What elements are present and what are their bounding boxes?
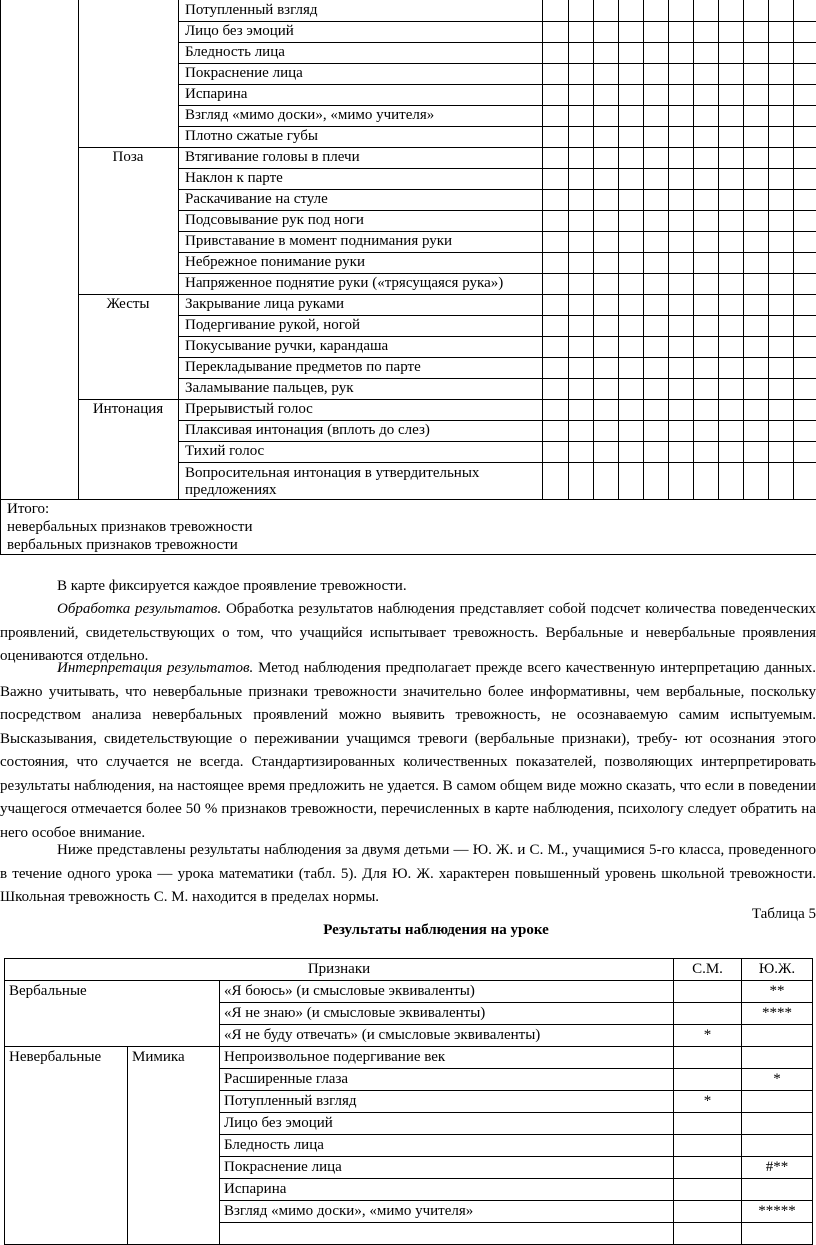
row-text: Потупленный взгляд bbox=[220, 1091, 674, 1113]
column-rule bbox=[78, 0, 79, 499]
sign-row-label: Напряженное поднятие руки («трясущаяся рука») bbox=[185, 275, 504, 291]
row-rule bbox=[178, 420, 816, 421]
row-rule bbox=[178, 21, 816, 22]
sign-row-label: Втягивание головы в плечи bbox=[185, 149, 360, 165]
header-sm: С.М. bbox=[674, 959, 742, 981]
row-yzh: * bbox=[742, 1069, 813, 1091]
row-rule bbox=[178, 189, 816, 190]
row-rule bbox=[178, 441, 816, 442]
sign-row-label: Потупленный взгляд bbox=[185, 2, 318, 18]
group-label: Интонация bbox=[92, 401, 164, 417]
row-sm bbox=[674, 1047, 742, 1069]
group-label: Жесты bbox=[106, 296, 150, 312]
group-label: Поза bbox=[112, 149, 144, 165]
total-label: Итого: bbox=[7, 501, 50, 517]
row-rule bbox=[178, 231, 816, 232]
row-rule bbox=[178, 126, 816, 127]
row-rule bbox=[178, 42, 816, 43]
results-table bbox=[4, 958, 813, 1245]
sign-row-label: Плотно сжатые губы bbox=[185, 128, 318, 144]
row-text: Лицо без эмоций bbox=[220, 1113, 674, 1135]
sign-row-label: Взгляд «мимо доски», «мимо учителя» bbox=[185, 107, 435, 123]
row-rule bbox=[178, 294, 816, 295]
row-yzh bbox=[742, 1047, 813, 1069]
row-rule bbox=[178, 273, 816, 274]
check-column-rule bbox=[743, 0, 744, 499]
row-sm: * bbox=[674, 1025, 742, 1047]
sign-row-label: Покраснение лица bbox=[185, 65, 303, 81]
row-sm bbox=[674, 1113, 742, 1135]
group-rule bbox=[78, 294, 178, 295]
row-yzh bbox=[742, 1113, 813, 1135]
check-column-rule bbox=[668, 0, 669, 499]
table-row bbox=[5, 1047, 813, 1069]
row-rule bbox=[178, 210, 816, 211]
verbal-group-label: Вербальные bbox=[5, 981, 220, 1047]
paragraph-intro-text: В карте фиксируется каждое проявление тревожности. bbox=[57, 578, 407, 594]
total-verbal: вербальных признаков тревожности bbox=[7, 537, 238, 553]
paragraph-intro bbox=[0, 575, 816, 599]
row-text: Бледность лица bbox=[220, 1135, 674, 1157]
row-text: «Я боюсь» (и смысловые эквиваленты) bbox=[220, 981, 674, 1003]
header-signs: Признаки bbox=[5, 959, 674, 981]
row-rule bbox=[178, 462, 816, 463]
sign-row-label: Подергивание рукой, ногой bbox=[185, 317, 361, 333]
check-column-rule bbox=[693, 0, 694, 499]
row-sm bbox=[674, 1223, 742, 1245]
check-column-rule bbox=[542, 0, 543, 499]
row-text: Расширенные глаза bbox=[220, 1069, 674, 1091]
row-sm bbox=[674, 1135, 742, 1157]
row-text: Непроизвольное подергивание век bbox=[220, 1047, 674, 1069]
row-yzh: ** bbox=[742, 981, 813, 1003]
row-yzh bbox=[742, 1223, 813, 1245]
check-column-rule bbox=[793, 0, 794, 499]
table-number-label: Таблица 5 bbox=[751, 906, 816, 922]
table-rule bbox=[0, 0, 1, 555]
sign-row-label: Прерывистый голос bbox=[185, 401, 313, 417]
row-yzh bbox=[742, 1091, 813, 1113]
table-title: Результаты наблюдения на уроке bbox=[323, 922, 549, 938]
sign-row-label: Небрежное понимание руки bbox=[185, 254, 365, 270]
row-yzh bbox=[742, 1025, 813, 1047]
sign-row-label: Испарина bbox=[185, 86, 248, 102]
table-rule bbox=[0, 499, 816, 500]
sign-row-label: Бледность лица bbox=[185, 44, 285, 60]
sign-row-label: Вопросительная интонация в утвердительных bbox=[185, 465, 480, 481]
row-sm bbox=[674, 981, 742, 1003]
table-row bbox=[5, 981, 813, 1003]
check-column-rule bbox=[618, 0, 619, 499]
row-rule bbox=[178, 105, 816, 106]
table-header-row bbox=[5, 959, 813, 981]
row-text: «Я не буду отвечать» (и смысловые эквиваленты) bbox=[220, 1025, 674, 1047]
sign-row-label: предложениях bbox=[185, 482, 277, 498]
sign-row-label: Закрывание лица руками bbox=[185, 296, 345, 312]
row-rule bbox=[178, 336, 816, 337]
row-sm bbox=[674, 1157, 742, 1179]
interpretation-heading: Интерпретация результатов. bbox=[57, 660, 254, 676]
row-rule bbox=[178, 63, 816, 64]
row-rule bbox=[178, 357, 816, 358]
row-yzh bbox=[742, 1179, 813, 1201]
row-yzh bbox=[742, 1135, 813, 1157]
sign-row-label: Покусывание ручки, карандаша bbox=[185, 338, 389, 354]
row-sm bbox=[674, 1003, 742, 1025]
sign-row-label: Перекладывание предметов по парте bbox=[185, 359, 421, 375]
row-rule bbox=[178, 378, 816, 379]
sign-row-label: Лицо без эмоций bbox=[185, 23, 294, 39]
row-text: Покраснение лица bbox=[220, 1157, 674, 1179]
row-rule bbox=[178, 147, 816, 148]
check-column-rule bbox=[568, 0, 569, 499]
observation-map-table bbox=[0, 0, 816, 556]
row-yzh: **** bbox=[742, 1003, 813, 1025]
row-yzh: #** bbox=[742, 1157, 813, 1179]
sign-row-label: Плаксивая интонация (вплоть до слез) bbox=[185, 422, 430, 438]
check-column-rule bbox=[718, 0, 719, 499]
group-rule bbox=[78, 399, 178, 400]
row-rule bbox=[178, 399, 816, 400]
row-rule bbox=[178, 315, 816, 316]
sign-row-label: Раскачивание на стуле bbox=[185, 191, 328, 207]
header-yzh: Ю.Ж. bbox=[742, 959, 813, 981]
row-sm bbox=[674, 1069, 742, 1091]
processing-text: Обработка результатов наблюдения представляет собой подсчет количества поведенческих проявлений, свидетельствующих о том, что учащийся испытывает тревожность. Вербальные и невербальные проявления оцениваются отдельно. bbox=[0, 601, 816, 664]
row-sm: * bbox=[674, 1091, 742, 1113]
sign-row-label: Тихий голос bbox=[185, 443, 265, 459]
check-column-rule bbox=[768, 0, 769, 499]
sign-row-label: Подсовывание рук под ноги bbox=[185, 212, 364, 228]
row-text: Испарина bbox=[220, 1179, 674, 1201]
mimic-subgroup-label: Мимика bbox=[128, 1047, 220, 1245]
row-rule bbox=[178, 252, 816, 253]
row-yzh: ***** bbox=[742, 1201, 813, 1223]
check-column-rule bbox=[643, 0, 644, 499]
results-text: Ниже представлены результаты наблюдения за двумя детьми — Ю. Ж. и С. М., учащимися 5-го класса, проведенного в течение одного урока — урока математики (табл. 5). Для Ю. Ж. характерен повышенный уровень школьной тревожности. Школьная тревожность С. М. находится в пределах нормы. bbox=[0, 842, 816, 905]
check-column-rule bbox=[593, 0, 594, 499]
column-rule bbox=[178, 0, 179, 499]
table-rule bbox=[0, 554, 816, 555]
total-nonverbal: невербальных признаков тревожности bbox=[7, 519, 253, 535]
sign-row-label: Заламывание пальцев, рук bbox=[185, 380, 354, 396]
row-rule bbox=[178, 168, 816, 169]
sign-row-label: Наклон к парте bbox=[185, 170, 283, 186]
processing-heading: Обработка результатов. bbox=[57, 601, 222, 617]
sign-row-label: Привставание в момент поднимания руки bbox=[185, 233, 453, 249]
interpretation-text: Метод наблюдения предполагает прежде всего качественную интерпретацию данных. Важно учитывать, что невербальные признаки тревожности значительно более информативны, чем вербальные, поскольку посредством анализа невербальных проявлений можно выявить тревожность, не осознаваемую самим испытуемым. Высказывания, свидетельствующие о переживании учащимся тревоги (вербальные признаки), требу- ют осознания этого состояния, что случается не всегда. Стандартизированных количественных показателей, позволяющих интерпретировать результаты наблюдения, на настоящее время предложить не удается. В самом общем виде можно сказать, что если в поведении учащегося отмечается более 50 % признаков тревожности, перечисленных в карте наблюдения, психологу следует обратить на него особое внимание. bbox=[0, 660, 816, 841]
nonverbal-group-label: Невербальные bbox=[5, 1047, 128, 1245]
row-text: «Я не знаю» (и смысловые эквиваленты) bbox=[220, 1003, 674, 1025]
row-text: Взгляд «мимо доски», «мимо учителя» bbox=[220, 1201, 674, 1223]
row-sm bbox=[674, 1201, 742, 1223]
group-rule bbox=[78, 147, 178, 148]
paragraph-interpretation bbox=[0, 657, 816, 845]
row-text bbox=[220, 1223, 674, 1245]
row-sm bbox=[674, 1179, 742, 1201]
row-rule bbox=[178, 84, 816, 85]
paragraph-results bbox=[0, 839, 816, 910]
